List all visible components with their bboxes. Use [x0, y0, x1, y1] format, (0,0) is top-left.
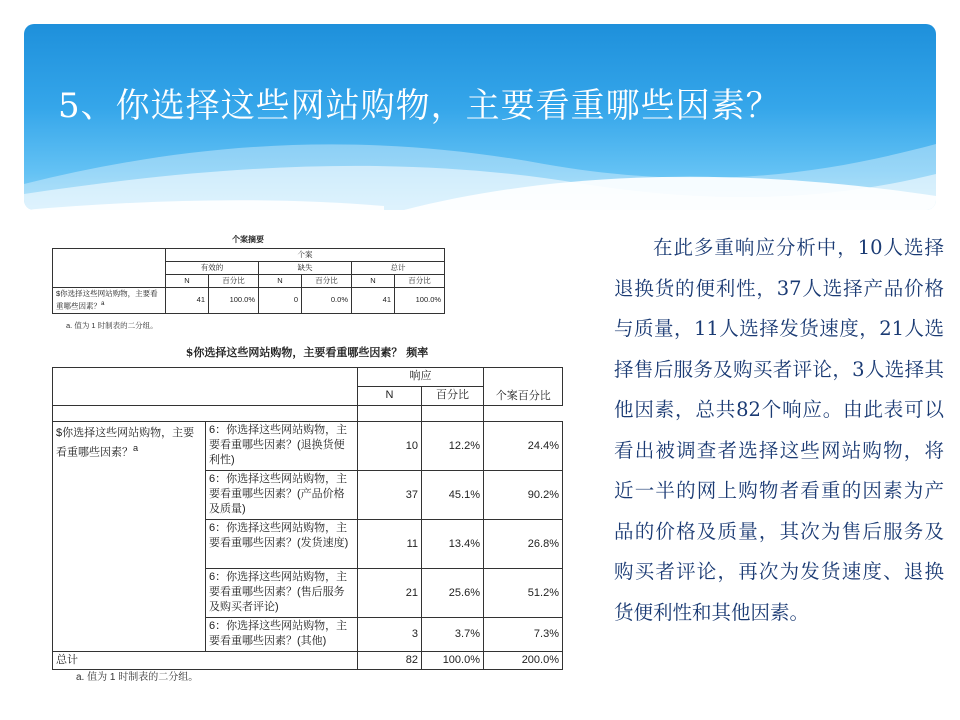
summary-col-header: 百分比	[395, 275, 445, 288]
summary-col-header: 百分比	[302, 275, 352, 288]
summary-cell: 100.0%	[395, 288, 445, 314]
freq-footnote: a. 值为 1 时制表的二分组。	[76, 672, 199, 683]
freq-col-header-n: N	[358, 387, 422, 406]
freq-row-label: 6：你选择这些网站购物，主要看重哪些因素？(发货速度)	[206, 520, 358, 569]
freq-row-label: 6：你选择这些网站购物，主要看重哪些因素？(其他)	[206, 618, 358, 652]
summary-subheader: 总计	[352, 262, 445, 275]
freq-group-label-text: $你选择这些网站购物，主要看重哪些因素？	[56, 427, 195, 459]
summary-col-header: N	[352, 275, 395, 288]
summary-cell: 100.0%	[209, 288, 259, 314]
freq-table-caption: $你选择这些网站购物，主要看重哪些因素？ 频率	[185, 346, 429, 359]
freq-corner-cell	[53, 368, 358, 406]
summary-subheader: 缺失	[259, 262, 352, 275]
freq-total-pct: 100.0%	[422, 652, 484, 670]
freq-col-header-spacer	[53, 406, 358, 422]
freq-cell-case-pct: 90.2%	[484, 471, 563, 520]
summary-row-label-sup: a	[101, 300, 105, 307]
summary-cell: 41	[352, 288, 395, 314]
summary-row-label	[53, 288, 166, 314]
freq-cell-n: 21	[358, 569, 422, 618]
summary-table-caption: 个案摘要	[232, 234, 264, 244]
freq-total-case-pct: 200.0%	[484, 652, 563, 670]
freq-cell-case-pct: 24.4%	[484, 422, 563, 471]
freq-cell-pct: 25.6%	[422, 569, 484, 618]
freq-group-label	[53, 422, 206, 652]
freq-cell-n: 3	[358, 618, 422, 652]
slide-title: 5、你选择这些网站购物，主要看重哪些因素？	[58, 86, 781, 126]
freq-row-label: 6：你选择这些网站购物，主要看重哪些因素？(产品价格及质量)	[206, 471, 358, 520]
summary-cell: 41	[166, 288, 209, 314]
freq-row-label: 6：你选择这些网站购物，主要看重哪些因素？(退换货便利性)	[206, 422, 358, 471]
freq-cell-case-pct: 7.3%	[484, 618, 563, 652]
summary-col-header: N	[166, 275, 209, 288]
frequency-table	[52, 367, 563, 670]
freq-cell-pct: 12.2%	[422, 422, 484, 471]
freq-cell-pct: 3.7%	[422, 618, 484, 652]
freq-col-header-spacer	[358, 406, 422, 422]
freq-group-header: 响应	[358, 368, 484, 387]
freq-cell-n: 11	[358, 520, 422, 569]
freq-cell-pct: 13.4%	[422, 520, 484, 569]
freq-total-n: 82	[358, 652, 422, 670]
freq-cell-n: 37	[358, 471, 422, 520]
summary-col-header: N	[259, 275, 302, 288]
freq-cell-n: 10	[358, 422, 422, 471]
summary-row-label-text: $你选择这些网站购物，主要看重哪些因素？	[56, 289, 158, 311]
freq-total-label: 总计	[53, 652, 358, 670]
summary-cell: 0.0%	[302, 288, 352, 314]
freq-cell-case-pct: 51.2%	[484, 569, 563, 618]
freq-cell-case-pct: 26.8%	[484, 520, 563, 569]
freq-col-header-pct: 百分比	[422, 387, 484, 406]
freq-col-header-spacer	[422, 406, 484, 422]
freq-cell-pct: 45.1%	[422, 471, 484, 520]
freq-col-header-case-pct-text: 个案百分比	[495, 390, 551, 402]
analysis-paragraph: 在此多重响应分析中，10人选择退换货的便利性，37人选择产品价格与质量，11人选择发货速度，21人选择售后服务及购买者评论，3人选择其他因素，总共82个响应。由此表可以看出被调查者选择这些网站购物，将近一半的网上购物者看重的因素为产品的价格及质量，其次为售后服务及购买者评论，再次为发货速度、退换货便利性和其他因素。	[614, 236, 944, 624]
summary-corner-cell	[53, 249, 166, 288]
summary-footnote: a. 值为 1 时制表的二分组。	[66, 321, 158, 330]
freq-row-label: 6：你选择这些网站购物，主要看重哪些因素？(售后服务及购买者评论)	[206, 569, 358, 618]
freq-col-header-case-pct	[484, 389, 563, 405]
summary-group-header: 个案	[166, 249, 445, 262]
summary-cell: 0	[259, 288, 302, 314]
summary-col-header: 百分比	[209, 275, 259, 288]
summary-subheader: 有效的	[166, 262, 259, 275]
summary-table	[52, 248, 445, 314]
freq-group-label-sup: a	[133, 443, 139, 453]
